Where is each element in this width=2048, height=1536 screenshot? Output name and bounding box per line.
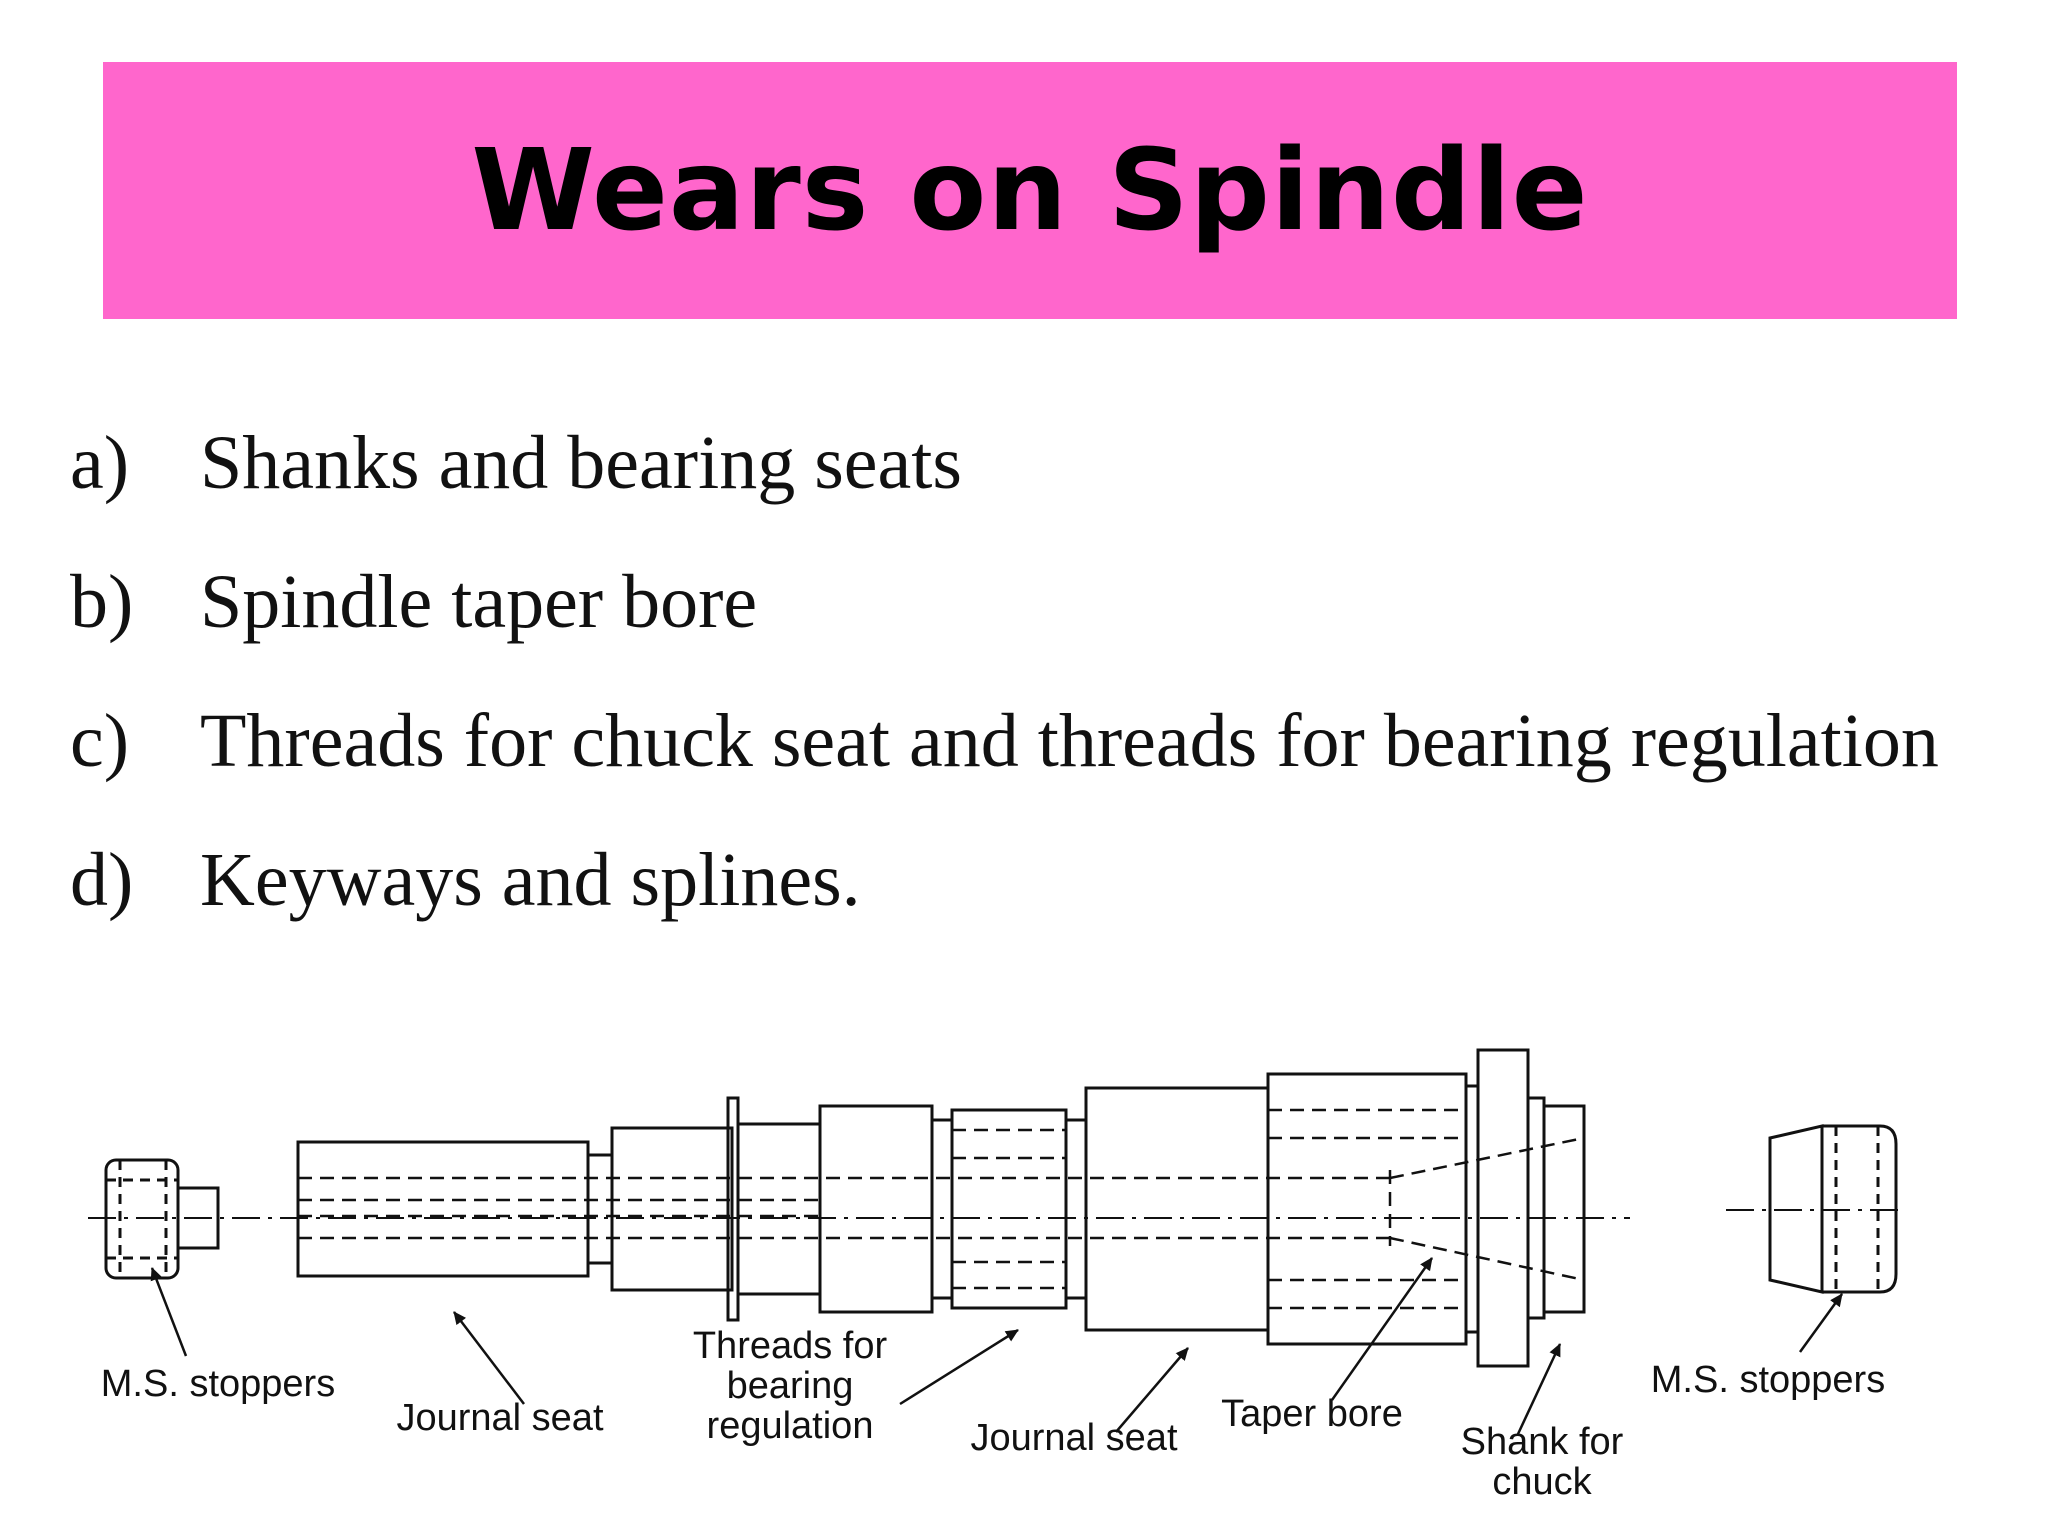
wear-list: [70, 420, 2030, 976]
label-threads-line1: Threads for: [692, 1325, 888, 1367]
label-journal-seat-right: Journal seat: [970, 1417, 1178, 1459]
list-item-letter: d): [70, 838, 134, 922]
title-banner: [103, 62, 1957, 319]
diagram-labels: [101, 1325, 1885, 1503]
label-journal-seat-left: Journal seat: [396, 1397, 604, 1439]
bore-lines: [298, 1110, 1584, 1308]
label-ms-stoppers-right: M.S. stoppers: [1650, 1359, 1886, 1401]
list-item: [70, 698, 2030, 837]
list-item-text: Keyways and splines.: [200, 838, 861, 922]
list-item-letter: c): [70, 699, 130, 783]
list-item-text: Threads for chuck seat and threads for bearing regulation: [200, 699, 1939, 783]
list-item-letter: b): [70, 560, 134, 644]
label-shank-line2: chuck: [1492, 1461, 1592, 1503]
label-threads-line3: regulation: [706, 1405, 874, 1447]
list-item: [70, 837, 2030, 976]
label-shank-line1: Shank for: [1460, 1421, 1624, 1463]
spindle-body: [298, 1050, 1584, 1366]
list-item: [70, 420, 2030, 559]
right-ms-stopper: [1726, 1126, 1900, 1292]
list-item: [70, 559, 2030, 698]
list-item-text: Shanks and bearing seats: [200, 421, 962, 505]
label-taper-bore: Taper bore: [1221, 1393, 1403, 1435]
list-item-text: Spindle taper bore: [200, 560, 758, 644]
label-threads-line2: bearing: [726, 1365, 854, 1407]
list-item-letter: a): [70, 421, 130, 505]
page-title: Wears on Spindle: [471, 125, 1589, 256]
spindle-diagram: [0, 1030, 2048, 1536]
label-ms-stoppers-left: M.S. stoppers: [100, 1363, 336, 1405]
